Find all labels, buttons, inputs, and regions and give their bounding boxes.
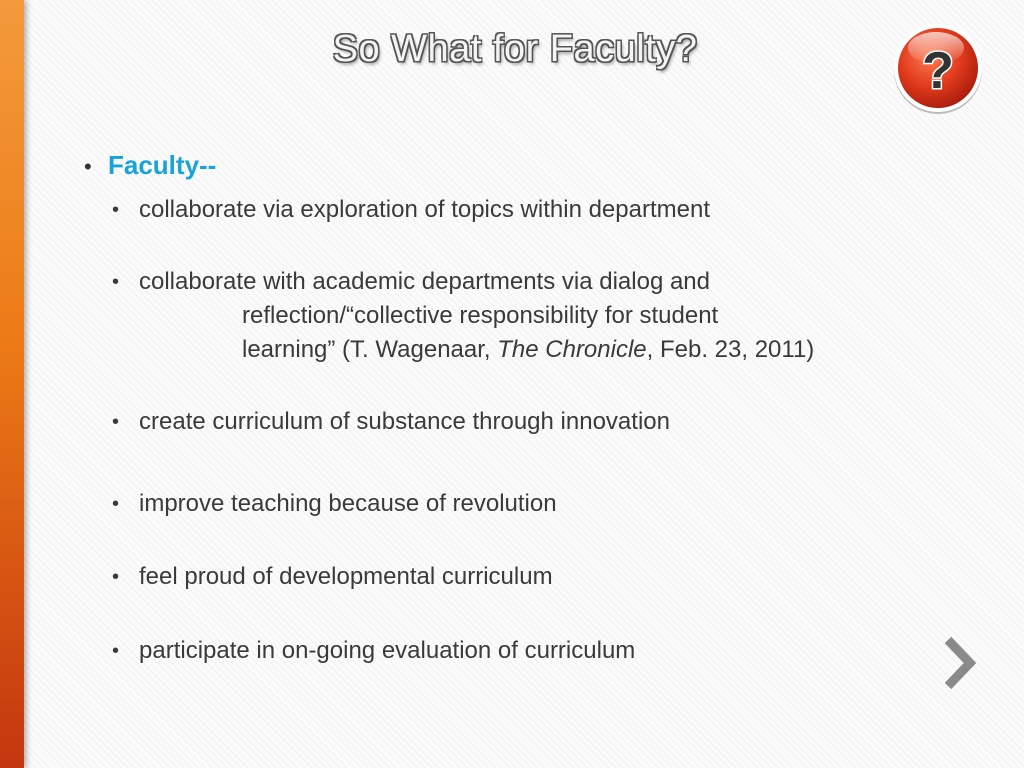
svg-text:?: ? (922, 42, 954, 100)
side-accent-bar (0, 0, 24, 768)
list-item (84, 405, 924, 439)
list-item-text: create curriculum of substance through innovation (139, 408, 670, 435)
bullet-dot: • (84, 154, 92, 179)
list-item-text: collaborate with academic departments via dialog and (139, 268, 710, 295)
list-item (84, 265, 924, 367)
citation-source: The Chronicle (497, 336, 647, 363)
list-item-text: participate in on-going evaluation of curriculum (139, 637, 636, 664)
list-item (84, 487, 924, 521)
heading-text: Faculty-- (108, 150, 217, 180)
bullet-dot: • (112, 271, 120, 293)
slide-content (84, 150, 924, 668)
chevron-right-icon[interactable] (942, 636, 976, 690)
list-item (84, 634, 924, 668)
list-item-text-cont (139, 333, 924, 367)
citation-date: , Feb. 23, 2011) (646, 336, 815, 363)
bullet-dot: • (112, 199, 120, 221)
citation-text: learning” (T. Wagenaar, (242, 336, 498, 363)
list-item (84, 193, 924, 227)
list-item-text: feel proud of developmental curriculum (139, 563, 553, 590)
bullet-dot: • (112, 566, 120, 588)
bullet-dot: • (112, 411, 120, 433)
list-item-text: collaborate via exploration of topics within department (139, 196, 710, 223)
list-item-text: improve teaching because of revolution (139, 490, 557, 517)
question-mark-icon[interactable] (890, 20, 986, 116)
bullet-dot: • (112, 640, 120, 662)
list-item-text-cont: reflection/“collective responsibility for student (242, 302, 719, 329)
bullet-dot: • (112, 493, 120, 515)
bullet-heading (84, 150, 924, 181)
list-item (84, 560, 924, 594)
slide-title: So What for Faculty? (332, 28, 698, 70)
